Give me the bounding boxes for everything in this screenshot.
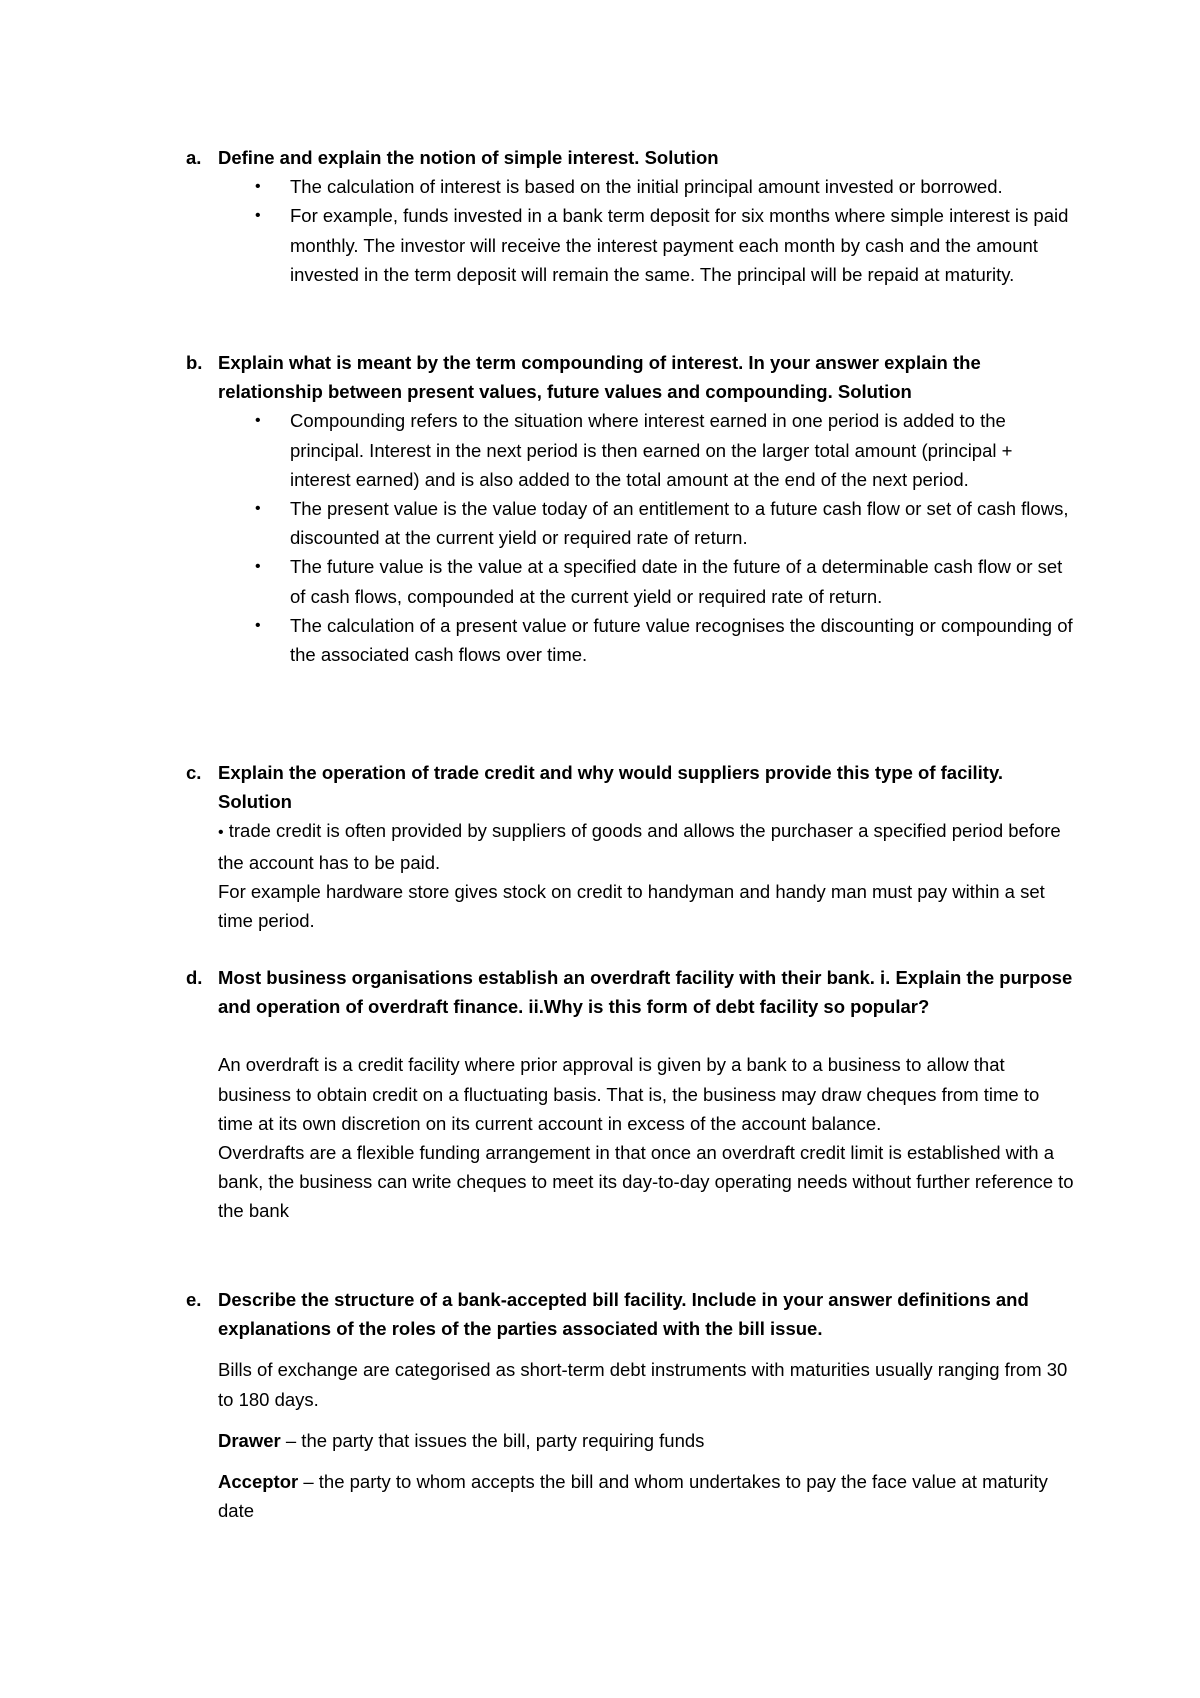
question-d (0, 963, 1200, 1226)
term-definition: – the party that issues the bill, party requiring funds (280, 1429, 705, 1451)
answer-paragraph: Bills of exchange are categorised as short-term debt instruments with maturities usually ranging from 30 to 180 days. (218, 1359, 1068, 1410)
bullet-icon: • (255, 412, 261, 430)
answer-paragraph: For example hardware store gives stock on credit to handyman and handy man must pay within a set time period. (218, 880, 1045, 932)
question-title: Explain what is meant by the term compounding of interest. In your answer explain the relationship between present values, future values and compounding. Solution (218, 352, 981, 403)
definition-drawer (218, 1426, 1074, 1455)
list-item: • For example, funds invested in a bank term deposit for six months where simple interest is paid monthly. The investor will receive the interest payment each month by cash and the amount invested in the term deposit will remain the same. The principal will be repaid at maturity. (218, 201, 1074, 289)
list-item: • Compounding refers to the situation where interest earned in one period is added to the principal. Interest in the next period is then earned on the larger total amount (principal + interest earned) and is also added to the total amount at the end of the next period. (218, 406, 1074, 494)
question-c (0, 758, 1200, 935)
answer-paragraph: An overdraft is a credit facility where prior approval is given by a bank to a business to allow that business to obtain credit on a fluctuating basis. That is, the business may draw cheques from time to time at its own discretion on its current account in excess of the account balance. (218, 1054, 1040, 1134)
bullet-icon: • (255, 207, 261, 225)
definition-acceptor (218, 1467, 1074, 1525)
list-item: • The future value is the value at a specified date in the future of a determinable cash flow or set of cash flows, compounded at the current yield or required rate of return. (218, 552, 1074, 610)
bullet-list (218, 172, 1074, 289)
question-a (0, 143, 1200, 289)
list-item: • The present value is the value today of an entitlement to a future cash flow or set of cash flows, discounted at the current yield or required rate of return. (218, 494, 1074, 552)
question-title: Most business organisations establish an overdraft facility with their bank. i. Explain the purpose and operation of overdraft finance. ii.Why is this form of debt facility so popular? (218, 967, 1073, 1018)
question-title: Define and explain the notion of simple interest. Solution (218, 147, 719, 168)
question-title: Describe the structure of a bank-accepted bill facility. Include in your answer definitions and explanations of the roles of the parties associated with the bill issue. (218, 1289, 1029, 1340)
answer-paragraph: • trade credit is often provided by suppliers of goods and allows the purchaser a specified period before the account has to be paid. (218, 820, 1061, 873)
question-title: Explain the operation of trade credit and why would suppliers provide this type of facility. Solution (218, 762, 1003, 813)
list-item: • The calculation of interest is based on the initial principal amount invested or borrowed. (218, 172, 1074, 201)
list-item: • The calculation of a present value or future value recognises the discounting or compounding of the associated cash flows over time. (218, 611, 1074, 669)
term-definition: – the party to whom accepts the bill and whom undertakes to pay the face value at maturity date (218, 1471, 1048, 1522)
question-letter: d. (186, 967, 203, 988)
question-b (0, 348, 1200, 669)
term-label: Drawer (218, 1429, 281, 1451)
bullet-icon: • (255, 500, 261, 518)
answer-paragraph: Overdrafts are a flexible funding arrangement in that once an overdraft credit limit is established with a bank, the business can write cheques to meet its day-to-day operating needs without further reference to the bank (218, 1142, 1074, 1222)
bullet-icon: • (218, 824, 224, 842)
question-letter: a. (186, 147, 202, 168)
bullet-icon: • (255, 558, 261, 576)
question-letter: b. (186, 352, 203, 373)
bullet-list (218, 406, 1074, 669)
question-e (0, 1285, 1200, 1525)
question-letter: c. (186, 762, 202, 783)
bullet-icon: • (255, 178, 261, 196)
bullet-icon: • (255, 616, 261, 634)
term-label: Acceptor (218, 1471, 299, 1493)
question-letter: e. (186, 1289, 202, 1310)
